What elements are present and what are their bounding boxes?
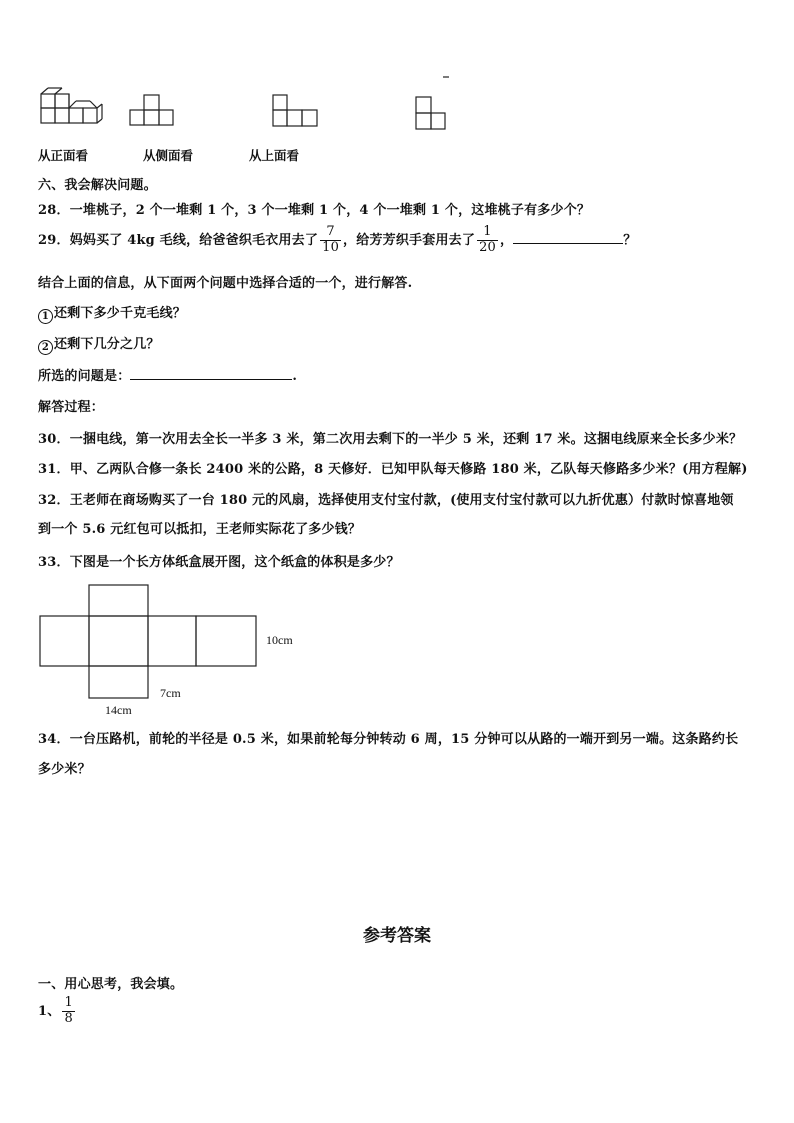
fraction-numerator: 1: [64, 995, 73, 1010]
option-1-text: 还剩下多少千克毛线？: [54, 306, 187, 321]
front-view-label: 从正面看: [38, 148, 89, 163]
question-34-line-2: 多少米？: [38, 762, 91, 777]
q29-process-label: 解答过程：: [38, 400, 105, 415]
circled-number-icon: 2: [38, 340, 53, 355]
answers-heading: 参考答案: [363, 926, 431, 946]
fraction-denominator: 20: [479, 239, 497, 255]
q29-part2: ，给芳芳织手套用去了: [343, 232, 476, 248]
fraction-denominator: 10: [322, 239, 340, 255]
question-32-line-1: 32．王老师在商场购买了一台 180 元的风扇，选择使用支付宝付款，(使用支付宝付款可以九折优惠）付款时惊喜地领: [38, 493, 734, 508]
q29-part3: ，: [500, 232, 514, 248]
circled-number-icon: 1: [38, 309, 53, 324]
question-28: 28．一堆桃子，2 个一堆剩 1 个，3 个一堆剩 1 个，4 个一堆剩 1 个，这堆桃子有多少个？: [38, 203, 591, 218]
fraction-seven-tenths: [320, 225, 341, 256]
dimension-length-label: 14cm: [105, 703, 132, 717]
question-33: 33．下图是一个长方体纸盒展开图，这个纸盒的体积是多少？: [38, 555, 400, 570]
q29-answer-blank[interactable]: [513, 243, 623, 244]
fraction-one-twentieth: [477, 225, 498, 256]
question-29: [38, 225, 636, 256]
view-figure-4: [413, 95, 453, 140]
answer-1: [38, 996, 77, 1027]
q29-part4: ？: [623, 232, 637, 248]
answer-1-label: 1、: [38, 1003, 61, 1019]
fraction-numerator: 7: [320, 225, 341, 241]
q29-part1: 29．妈妈买了 4kg 毛线，给爸爸织毛衣用去了: [38, 232, 319, 248]
question-34-line-1: 34．一台压路机，前轮的半径是 0.5 米，如果前轮每分钟转动 6 周，15 分钟可以从路的一端开到另一端。这条路约长: [38, 732, 739, 747]
question-31: 31．甲、乙两队合修一条长 2400 米的公路，8 天修好．已知甲队每天修路 180 米，乙队每天修路多少米？(用方程解): [38, 462, 748, 477]
dimension-width-label: 7cm: [160, 686, 181, 700]
answers-section-1: 一、用心思考，我会填。: [38, 977, 184, 992]
q29-chosen-question: [38, 365, 297, 384]
option-2-text: 还剩下几分之几？: [54, 337, 160, 352]
question-32-line-2: 到一个 5.6 元红包可以抵扣，王老师实际花了多少钱？: [38, 522, 362, 537]
view-figure-2: [128, 93, 178, 133]
view-figure-3: [270, 93, 330, 133]
top-view-label: 从上面看: [249, 148, 300, 163]
chosen-question-end: .: [292, 369, 298, 384]
fraction-denominator: 8: [64, 1010, 73, 1026]
q29-option-2: [38, 333, 160, 355]
fraction-one-eighth: [62, 996, 74, 1027]
side-view-label: 从侧面看: [143, 148, 194, 163]
dimension-height-label: 10cm: [266, 633, 293, 647]
section-6-title: 六、我会解决问题。: [38, 178, 157, 193]
fraction-numerator: 1: [477, 225, 498, 241]
q29-option-1: [38, 302, 186, 324]
chosen-question-label: 所选的问题是：: [38, 369, 131, 384]
q29-instruction: 结合上面的信息，从下面两个问题中选择合适的一个，进行解答.: [38, 276, 413, 291]
chosen-question-blank[interactable]: [130, 379, 292, 380]
question-30: 30．一捆电线，第一次用去全长一半多 3 米，第二次用去剩下的一半少 5 米，还剩 17 米。这捆电线原来全长多少米？: [38, 432, 743, 447]
front-view-figure: [38, 86, 108, 136]
